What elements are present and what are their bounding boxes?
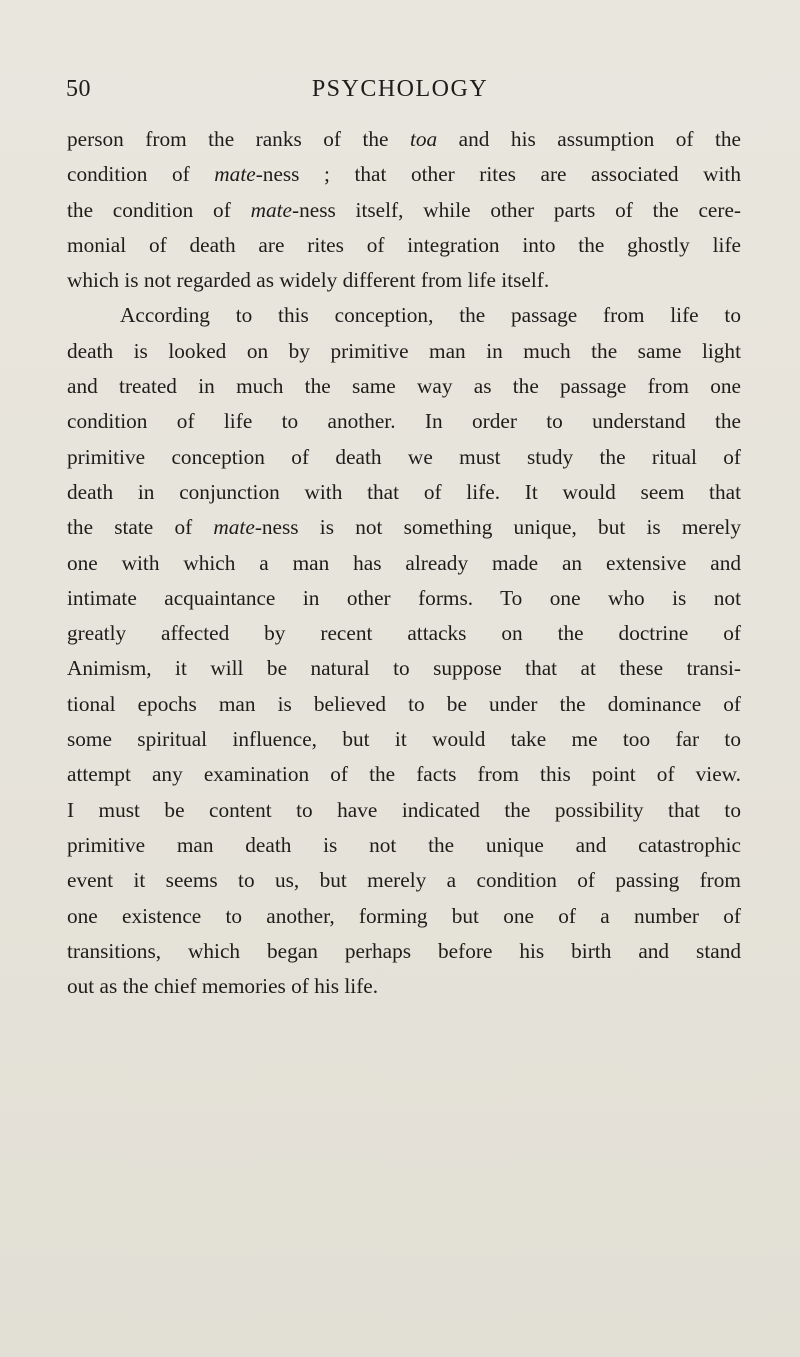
text-line: one existence to another, forming but one of a number of (67, 903, 741, 928)
paragraph (67, 298, 741, 1004)
text-line: one with which a man has already made an extensive and (67, 550, 741, 575)
text-line: transitions, which began perhaps before his birth and stand (67, 938, 741, 963)
body-text (67, 122, 741, 1004)
running-title: PSYCHOLOGY (311, 76, 489, 102)
text-line: I must be content to have indicated the possibility that to (67, 797, 741, 822)
text-line: attempt any examination of the facts from this point of view. (67, 762, 741, 787)
italic-term: toa (409, 127, 438, 151)
italic-term: mate (250, 197, 292, 222)
text-line: condition of life to another. In order to understand the (67, 409, 741, 434)
text-line: person from the ranks of the toa and his assumption of the (67, 127, 741, 151)
text-line: death is looked on by primitive man in much the same light (67, 338, 741, 363)
paragraph (67, 122, 741, 298)
text-line: primitive man death is not the unique and catastrophic (67, 832, 741, 857)
text-line: condition of mate-ness ; that other rites are associated with (67, 162, 741, 187)
text-line: event it seems to us, but merely a condition of passing from (67, 868, 741, 893)
text-line: primitive conception of death we must study the ritual of (67, 444, 741, 469)
text-line: tional epochs man is believed to be under the dominance of (67, 691, 741, 716)
text-line: some spiritual influence, but it would take me too far to (67, 727, 741, 752)
italic-term: mate (213, 515, 255, 540)
page-number: 50 (66, 76, 91, 102)
text-line: intimate acquaintance in other forms. To one who is not (67, 585, 741, 610)
text-line: and treated in much the same way as the passage from one (67, 374, 741, 399)
text-line: the state of mate-ness is not something unique, but is merely (67, 515, 741, 540)
text-line: death in conjunction with that of life. It would seem that (67, 479, 741, 504)
text-line: According to this conception, the passage from life to (120, 303, 741, 328)
italic-term: mate (214, 162, 256, 187)
text-line: greatly affected by recent attacks on the doctrine of (67, 621, 741, 646)
text-line: Animism, it will be natural to suppose that at these transi- (67, 656, 741, 681)
running-head (0, 76, 800, 108)
text-line: out as the chief memories of his life. (67, 974, 379, 999)
text-line: which is not regarded as widely different from life itself. (67, 268, 550, 293)
text-line: monial of death are rites of integration into the ghostly life (67, 232, 741, 257)
text-line: the condition of mate-ness itself, while other parts of the cere- (67, 197, 741, 222)
